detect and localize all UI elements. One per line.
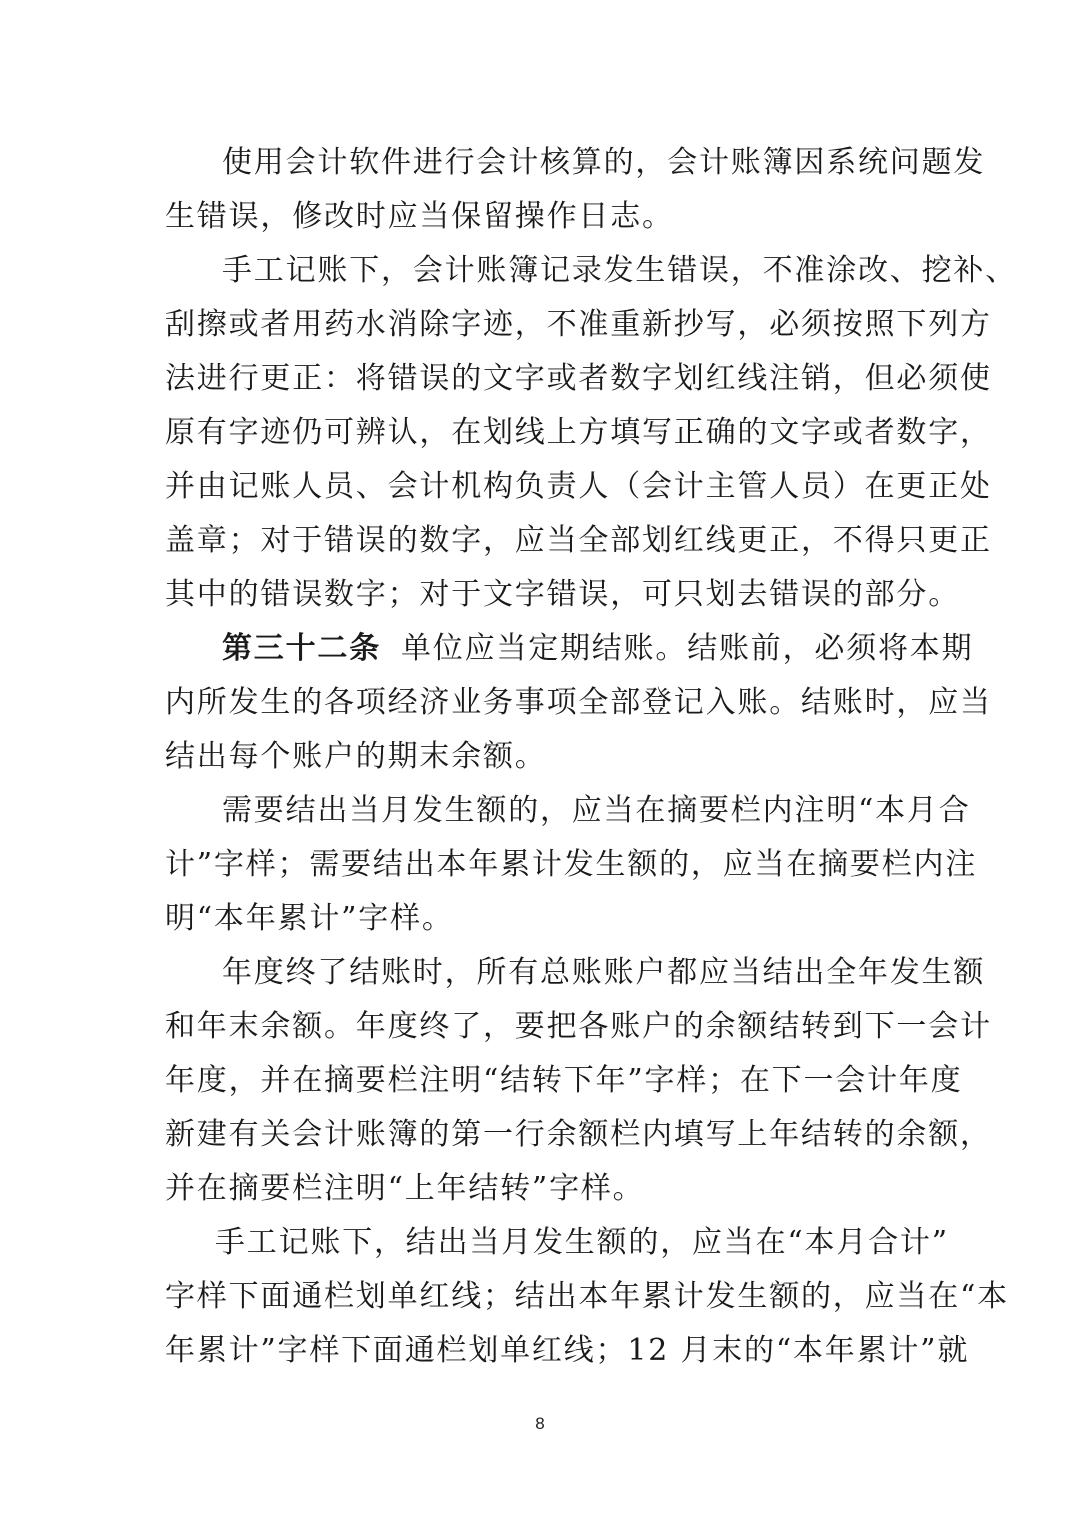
text-line: 法进行更正：将错误的文字或者数字划红线注销，但必须使 [165, 361, 992, 396]
text-line: 并由记账人员、会计机构负责人（会计主管人员）在更正处 [165, 469, 992, 504]
text-line: 年累计”字样下面通栏划单红线；12 月末的“本年累计”就 [165, 1333, 970, 1368]
article-number: 第三十二条 [222, 631, 381, 666]
article-heading-line [222, 622, 974, 676]
text-line: 原有字迹仍可辨认，在划线上方填写正确的文字或者数字， [165, 415, 992, 450]
text-line: 结出每个账户的期末余额。 [165, 739, 547, 774]
text-line: 年度，并在摘要栏注明“结转下年”字样；在下一会计年度 [165, 1063, 963, 1098]
text-line: 盖章；对于错误的数字，应当全部划红线更正，不得只更正 [165, 523, 992, 558]
text-line: 需要结出当月发生额的，应当在摘要栏内注明“本月合 [222, 793, 971, 828]
text-line: 年度终了结账时，所有总账账户都应当结出全年发生额 [222, 955, 986, 990]
text-line: 和年末余额。年度终了，要把各账户的余额结转到下一会计 [165, 1009, 992, 1044]
text-line: 手工记账下，结出当月发生额的，应当在“本月合计” [215, 1225, 949, 1260]
text-line: 计”字样；需要结出本年累计发生额的，应当在摘要栏内注 [165, 847, 978, 882]
text-line: 字样下面通栏划单红线；结出本年累计发生额的，应当在“本 [165, 1279, 1009, 1314]
text-line: 明“本年累计”字样。 [165, 901, 454, 936]
text-line: 使用会计软件进行会计核算的，会计账簿因系统问题发 [222, 145, 986, 180]
page-number: 8 [535, 1414, 545, 1433]
text-line: 生错误，修改时应当保留操作日志。 [165, 199, 674, 234]
text-line: 新建有关会计账簿的第一行余额栏内填写上年结转的余额， [165, 1117, 992, 1152]
text-line: 刮擦或者用药水消除字迹，不准重新抄写，必须按照下列方 [165, 307, 992, 342]
text-line: 手工记账下，会计账簿记录发生错误，不准涂改、挖补、 [222, 253, 1017, 288]
text-line: 内所发生的各项经济业务事项全部登记入账。结账时，应当 [165, 685, 992, 720]
article-text: 单位应当定期结账。结账前，必须将本期 [401, 631, 974, 666]
text-line: 并在摘要栏注明“上年结转”字样。 [165, 1171, 645, 1206]
text-line: 其中的错误数字；对于文字错误，可只划去错误的部分。 [165, 577, 960, 612]
